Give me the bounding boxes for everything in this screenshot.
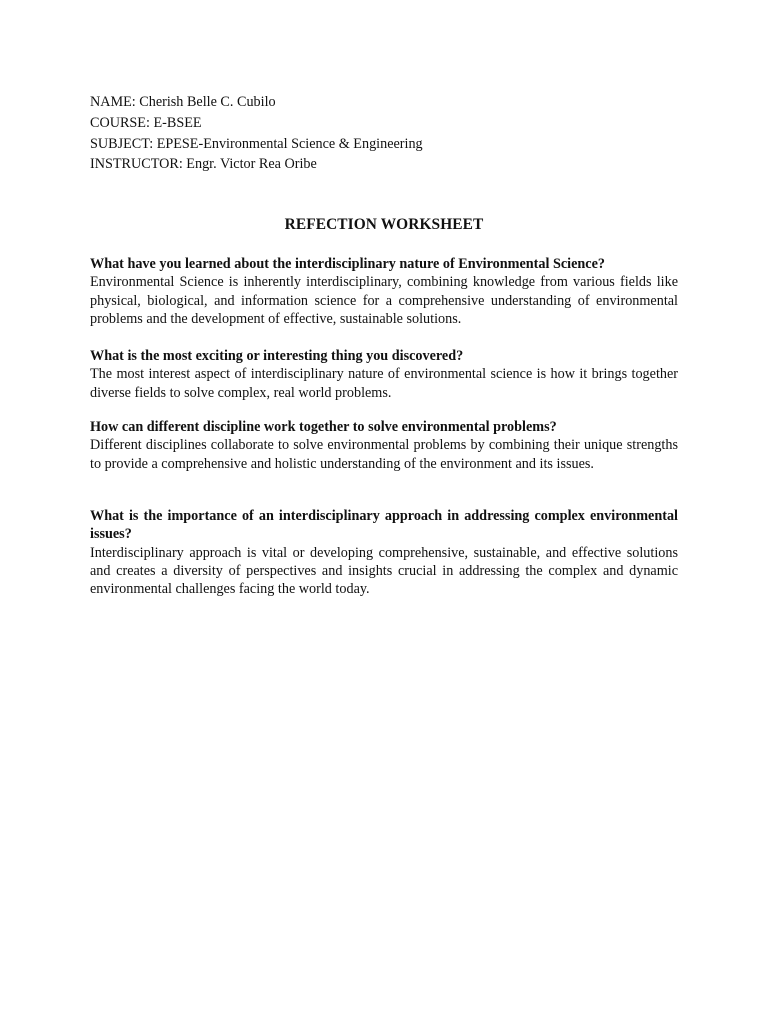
student-name: NAME: Cherish Belle C. Cubilo bbox=[90, 94, 276, 110]
answer-text: Different disciplines collaborate to solve environmental problems by combining their unique strengths to provide a comprehensive and holistic understanding of the environment and its issues. bbox=[90, 437, 678, 472]
qa-section bbox=[90, 507, 678, 598]
qa-section bbox=[90, 255, 678, 328]
answer-text: Interdisciplinary approach is vital or developing comprehensive, sustainable, and effective solutions and creates a diversity of perspectives and insights crucial in addressing the complex and dynamic environmental challenges facing the world today. bbox=[90, 544, 678, 598]
question-text: What is the most exciting or interesting thing you discovered? bbox=[90, 348, 464, 364]
answer-text: The most interest aspect of interdisciplinary nature of environmental science is how it brings together diverse fields to solve complex, real world problems. bbox=[90, 366, 678, 401]
answer-text: Environmental Science is inherently interdisciplinary, combining knowledge from various fields like physical, biological, and information science for a comprehensive understanding of environmental problems and the development of effective, sustainable solutions. bbox=[90, 274, 678, 327]
qa-section bbox=[90, 347, 678, 402]
course-line: COURSE: E-BSEE bbox=[90, 114, 202, 131]
instructor-line: INSTRUCTOR: Engr. Victor Rea Oribe bbox=[90, 156, 317, 173]
worksheet-title: REFECTION WORKSHEET bbox=[284, 216, 484, 233]
question-text: What is the importance of an interdisciplinary approach in addressing complex environmental issues? bbox=[90, 508, 678, 543]
qa-section bbox=[90, 418, 678, 473]
student-info-block bbox=[90, 92, 680, 175]
subject-line: SUBJECT: EPESE-Environmental Science & Engineering bbox=[90, 135, 423, 152]
question-text: What have you learned about the interdisciplinary nature of Environmental Science? bbox=[90, 256, 605, 272]
question-text: How can different discipline work together to solve environmental problems? bbox=[90, 419, 557, 435]
